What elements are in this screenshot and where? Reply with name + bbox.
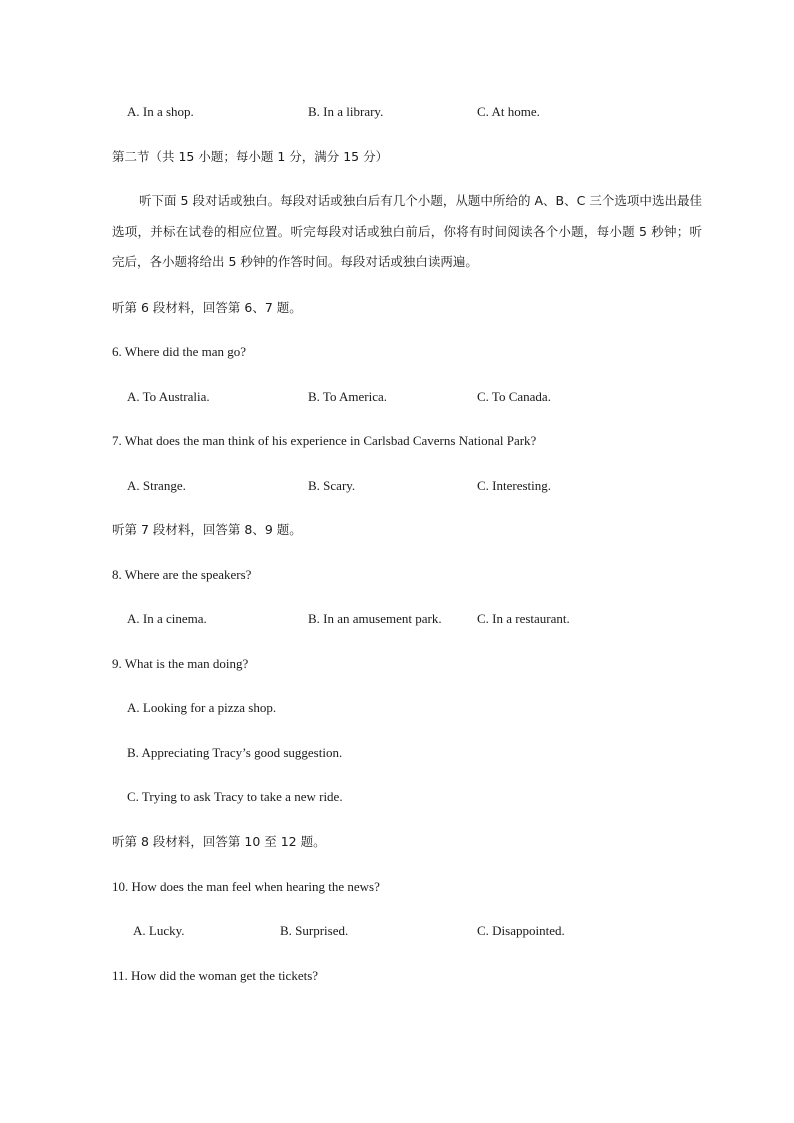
question-9: 9. What is the man doing? xyxy=(112,656,249,671)
q5-option-b: B. In a library. xyxy=(308,104,384,119)
q9-option-a: A. Looking for a pizza shop. xyxy=(127,700,277,715)
material-6-heading: 听第 6 段材料，回答第 6、7 题。 xyxy=(112,300,302,315)
q9-option-b: B. Appreciating Tracy’s good suggestion. xyxy=(127,745,343,760)
question-11: 11. How did the woman get the tickets? xyxy=(112,968,319,983)
q7-option-a: A. Strange. xyxy=(127,478,186,493)
q9-option-c: C. Trying to ask Tracy to take a new ride. xyxy=(127,789,343,804)
q7-option-c: C. Interesting. xyxy=(477,478,552,493)
q10-option-a: A. Lucky. xyxy=(133,923,185,938)
q10-option-b: B. Surprised. xyxy=(280,923,349,938)
material-8-heading: 听第 8 段材料，回答第 10 至 12 题。 xyxy=(112,834,326,849)
q5-option-c: C. At home. xyxy=(477,104,540,119)
q10-option-c: C. Disappointed. xyxy=(477,923,565,938)
question-8: 8. Where are the speakers? xyxy=(112,567,252,582)
material-7-heading: 听第 7 段材料，回答第 8、9 题。 xyxy=(112,522,302,537)
section-header: 第二节（共 15 小题；每小题 1 分，满分 15 分） xyxy=(112,149,389,164)
q6-option-b: B. To America. xyxy=(308,389,388,404)
q8-option-a: A. In a cinema. xyxy=(127,611,207,626)
question-7: 7. What does the man think of his experience in Carlsbad Caverns National Park? xyxy=(112,433,537,448)
q8-option-b: B. In an amusement park. xyxy=(308,611,442,626)
question-6: 6. Where did the man go? xyxy=(112,344,247,359)
q5-option-a: A. In a shop. xyxy=(127,104,194,119)
q7-option-b: B. Scary. xyxy=(308,478,356,493)
instructions-paragraph: 听下面 5 段对话或独白。每段对话或独白后有几个小题，从题中所给的 A、B、C 三个选项中选出最佳选项，并标在试卷的相应位置。听完每段对话或独白前后，你将有时间阅读各个小题，每小题 5 秒钟；听完后，各小题将给出 5 秒钟的作答时间。每段对话或独白读两遍。 xyxy=(112,193,702,269)
q6-option-a: A. To Australia. xyxy=(127,389,210,404)
question-10: 10. How does the man feel when hearing the news? xyxy=(112,879,380,894)
q8-option-c: C. In a restaurant. xyxy=(477,611,570,626)
q6-option-c: C. To Canada. xyxy=(477,389,551,404)
